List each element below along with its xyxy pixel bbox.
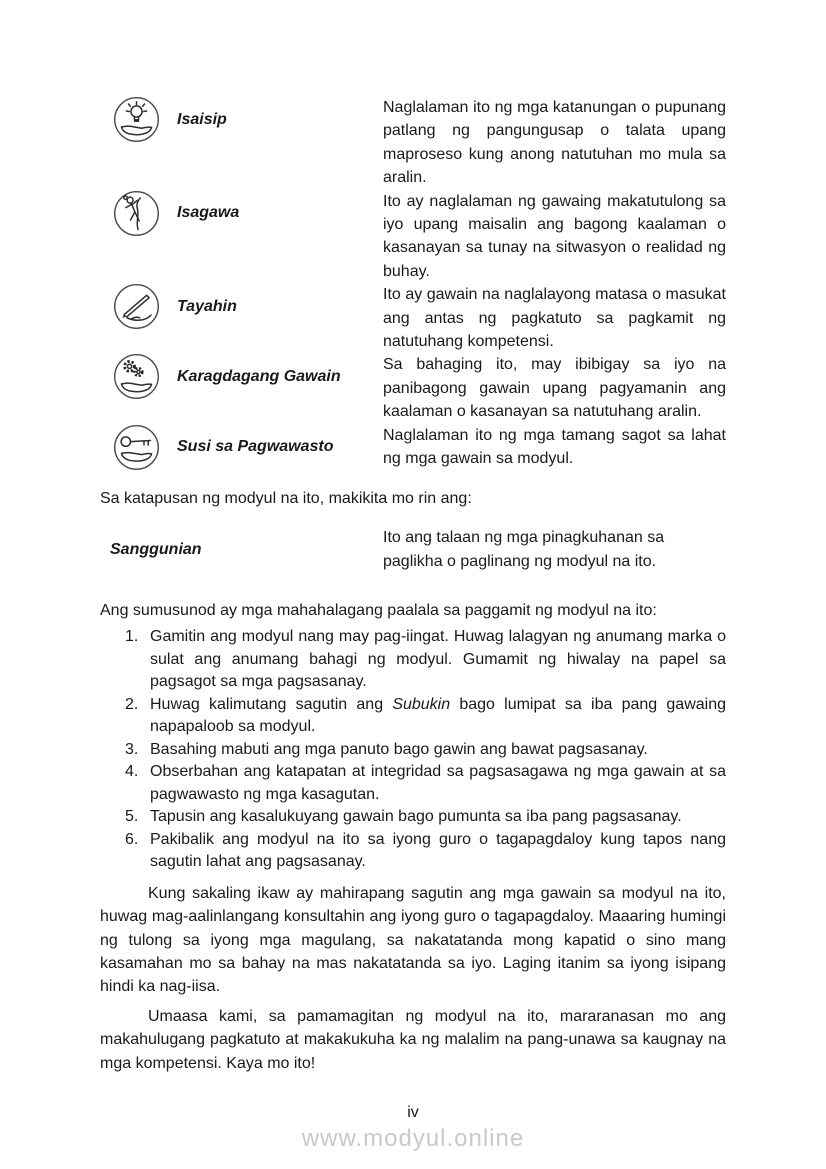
list-item-text-part: bago lumipat sa iba pang gawaing napapaloob sa modyul.	[150, 695, 727, 736]
sanggunian-label: Sanggunian	[110, 540, 202, 558]
list-item-number: 2.	[125, 695, 139, 713]
closing-paragraph: Umaasa kami, sa pamamagitan ng modyul na ito, mararanasan mo ang makahulugang pagkatuto at makakukuha ka ng malalim na pang-unawa sa kaugnay na mga kompetensi. Kaya mo ito!	[100, 1007, 726, 1072]
list-item-text-part: Huwag kalimutang sagutin ang	[150, 695, 393, 713]
list-item	[100, 761, 726, 806]
list-item	[100, 829, 726, 874]
sanggunian-left	[100, 540, 383, 560]
icon-guide-label: Susi sa Pagwawasto	[177, 438, 334, 456]
page-number: iv	[407, 1104, 419, 1122]
list-item-number: 1.	[125, 628, 139, 646]
icon-guide-description: Naglalaman ito ng mga tamang sagot sa lahat ng mga gawain sa modyul.	[383, 426, 726, 468]
reminders-intro: Ang sumusunod ay mga mahahalagang paalala sa paggamit ng modyul na ito:	[100, 601, 657, 619]
list-item	[100, 694, 726, 739]
icon-guide-description: Sa bahaging ito, may ibibigay sa iyo na panibagong gawain upang pagyamanin ang kaalaman o kasanayan sa natutuhang aralin.	[383, 356, 726, 421]
icon-guide-row-isaisip	[100, 96, 726, 190]
hand-lightbulb-icon	[113, 96, 160, 143]
icon-guide-label: Karagdagang Gawain	[177, 367, 341, 385]
list-item-number: 3.	[125, 740, 139, 758]
icon-guide-left	[100, 353, 383, 400]
sanggunian-description: Ito ang talaan ng mga pinagkuhanan sa paglikha o paglinang ng modyul na ito.	[383, 529, 665, 570]
list-item	[100, 806, 726, 829]
list-item	[100, 739, 726, 762]
page-footer	[100, 1101, 726, 1154]
list-item-text: Pakibalik ang modyul na ito sa iyong guro o tagapagdaloy kung tapos nang sagutin lahat ang pagsasanay.	[150, 830, 726, 871]
icon-guide-description: Ito ay naglalaman ng gawaing makatutulong sa iyo upang maisalin ang bagong kaalaman o kasanayan sa tunay na sitwasyon o realidad ng buhay.	[383, 192, 726, 280]
watermark-text: www.modyul.online	[301, 1125, 525, 1153]
icon-guide-left	[100, 283, 383, 330]
list-item-text: Tapusin ang kasalukuyang gawain bago pumunta sa iba pang pagsasanay.	[150, 808, 682, 826]
person-activity-icon	[113, 190, 160, 237]
closing-section-intro: Sa katapusan ng modyul na ito, makikita mo rin ang:	[100, 489, 472, 507]
icon-guide-row-susi-sa-pagwawasto	[100, 424, 726, 471]
icon-guide-description: Naglalaman ito ng mga katanungan o pupunang patlang ng pangungusap o talata upang maproseso kung anong natutuhan mo mula sa aralin.	[383, 99, 726, 187]
list-item-text: Gamitin ang modyul nang may pag-iingat. Huwag lalagyan ng anumang marka o sulat ang anumang bahagi ng modyul. Gumamit ng hiwalay na papel sa pagsagot sa mga pagsasanay.	[150, 628, 726, 691]
list-item-italic-word: Subukin	[392, 695, 451, 713]
icon-guide-row-karagdagang-gawain	[100, 353, 726, 423]
icon-guide-label: Tayahin	[177, 297, 237, 315]
icon-guide-left	[100, 424, 383, 471]
hand-writing-pen-icon	[113, 283, 160, 330]
closing-paragraph: Kung sakaling ikaw ay mahirapang sagutin ang mga gawain sa modyul na ito, huwag mag-aalinlangang konsultahin ang iyong guro o tagapagdaloy. Maaaring humingi ng tulong sa iyong mga magulang, sa nakatatanda mong kapatid o sino mang kasamahan mo sa bahay na mas nakatatanda sa iyo. Laging itanim sa iyong isipang hindi ka nag-iisa.	[100, 884, 726, 996]
reminders-list	[100, 626, 726, 874]
hand-key-icon	[113, 424, 160, 471]
icon-guide-row-isagawa	[100, 190, 726, 284]
icon-guide-label: Isagawa	[177, 204, 240, 222]
list-item-text: Basahing mabuti ang mga panuto bago gawin ang bawat pagsasanay.	[150, 740, 648, 758]
icon-guide-label: Isaisip	[177, 110, 227, 128]
icon-guide-row-tayahin	[100, 283, 726, 353]
icon-guide-left	[100, 96, 383, 143]
icon-guide-left	[100, 190, 383, 237]
list-item-text	[150, 694, 726, 739]
list-item	[100, 626, 726, 694]
hand-gears-icon	[113, 353, 160, 400]
icon-guide-table	[100, 96, 726, 471]
icon-guide-description: Ito ay gawain na naglalayong matasa o masukat ang antas ng pagkatuto sa pagkamit ng natutuhang kompetensi.	[383, 286, 726, 351]
list-item-text: Obserbahan ang katapatan at integridad sa pagsasagawa ng mga gawain at sa pagwawasto ng mga kasagutan.	[150, 763, 726, 803]
list-item-number: 4.	[125, 763, 139, 781]
sanggunian-row	[100, 526, 726, 573]
list-item-number: 5.	[125, 808, 139, 826]
list-item-number: 6.	[125, 830, 139, 848]
